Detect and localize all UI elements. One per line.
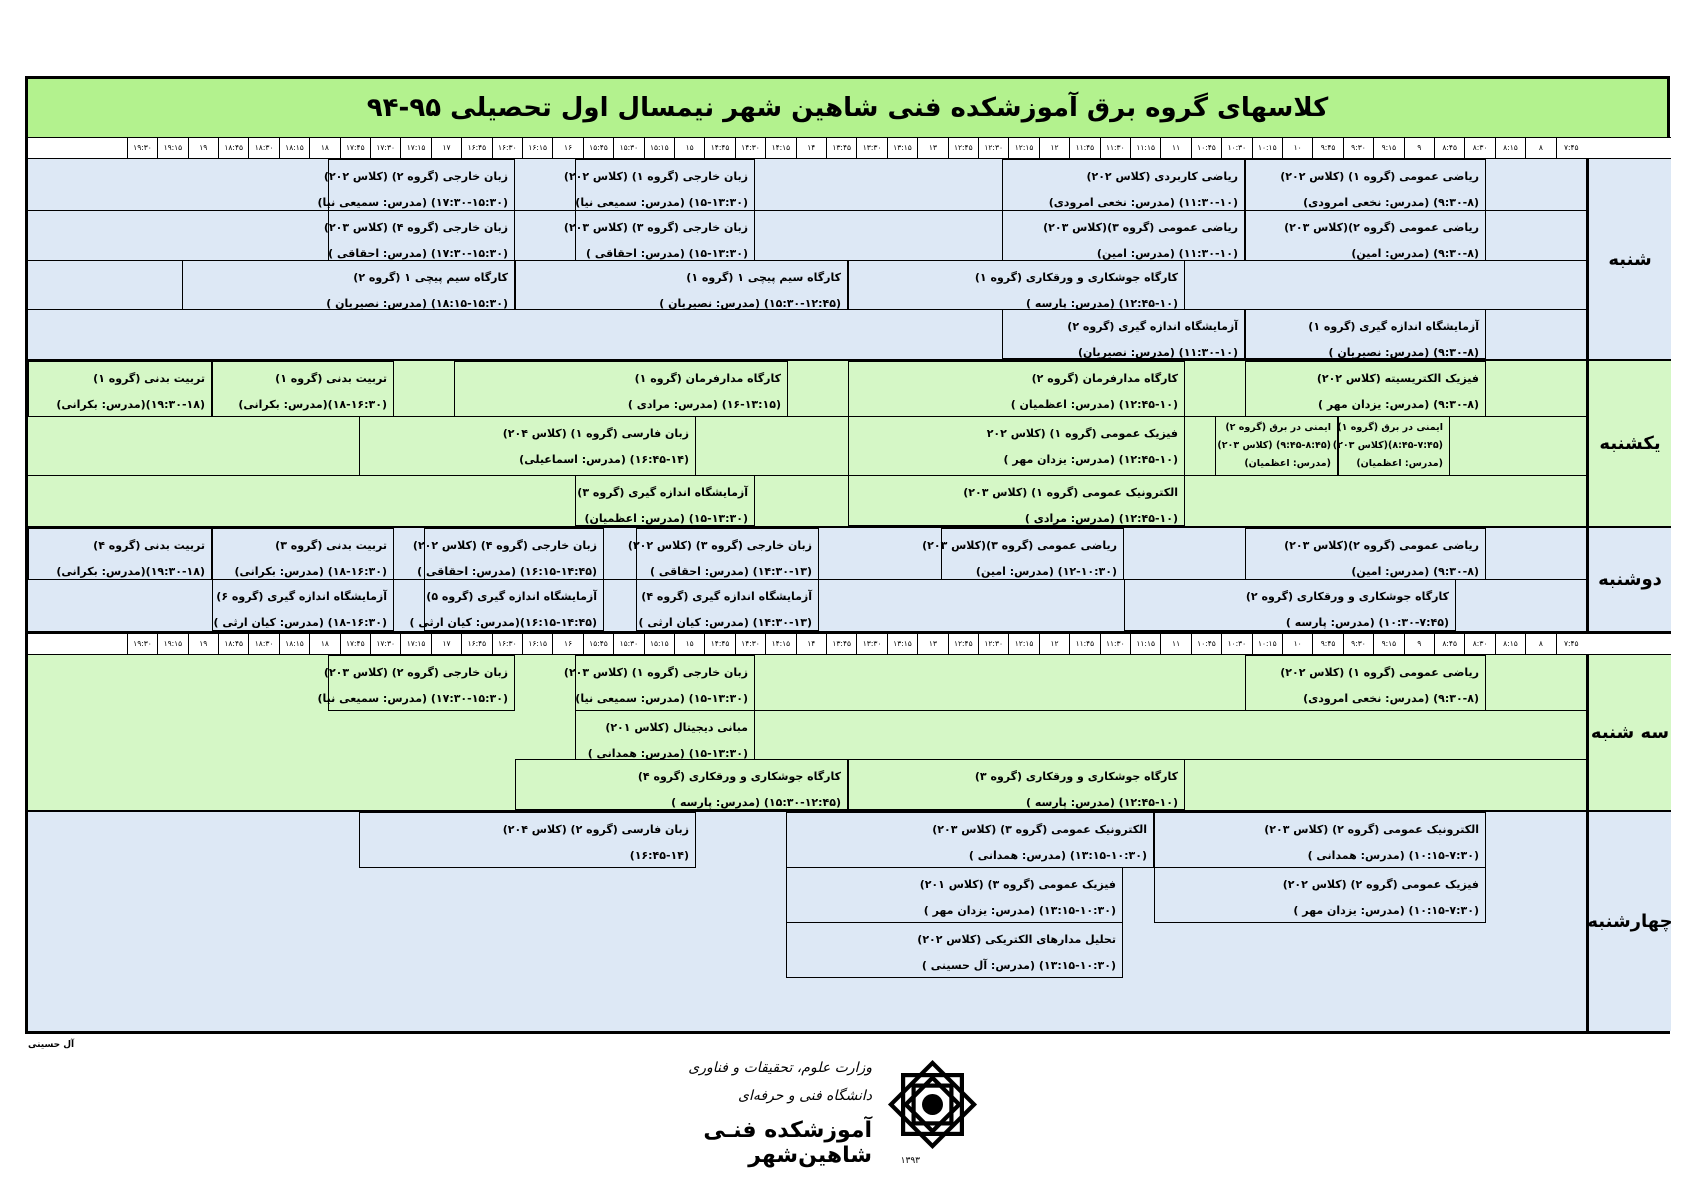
time-tick: ۱۲ — [1039, 138, 1069, 158]
class-entry[interactable]: ریاضی عمومی (گروه ۲)(کلاس ۲۰۳) (۹:۳۰-۸) (مدرس: امین) — [1245, 528, 1486, 580]
class-entry[interactable]: ریاضی عمومی (گروه ۳)(کلاس ۲۰۳) (۱۱:۳۰-۱۰) (مدرس: امین) — [1002, 210, 1245, 261]
time-tick: ۱۷:۴۵ — [340, 634, 370, 654]
class-entry[interactable]: کارگاه سیم پیچی ۱ (گروه ۱) (۱۵:۳۰-۱۲:۴۵) (مدرس: نصیریان ) — [515, 260, 848, 310]
time-tick: ۱۳:۴۵ — [826, 634, 856, 654]
time-tick: ۱۵:۳۰ — [613, 138, 643, 158]
class-entry[interactable]: کارگاه جوشکاری و ورقکاری (گروه ۴) (۱۵:۳۰-۱۲:۴۵) (مدرس: پارسه ) — [515, 759, 848, 810]
class-entry[interactable]: زبان خارجی (گروه ۴) (کلاس ۲۰۲) (۱۶:۱۵-۱۴:۴۵) (مدرس: احقاقی ) — [424, 528, 604, 580]
class-entry[interactable]: زبان خارجی (گروه ۲) (کلاس ۲۰۳) (۱۷:۳۰-۱۵:۳۰) (مدرس: سمیعی نیا) — [328, 655, 515, 711]
class-entry[interactable]: ریاضی عمومی (گروه ۳)(کلاس ۲۰۳) (۱۲-۱۰:۳۰) (مدرس: امین) — [941, 528, 1124, 580]
time-tick: ۱۸:۴۵ — [218, 138, 248, 158]
class-entry[interactable]: کارگاه مدارفرمان (گروه ۲) (۱۲:۴۵-۱۰) (مدرس: اعظمیان ) — [848, 361, 1185, 417]
time-tick: ۱۴:۳۰ — [735, 138, 765, 158]
class-entry[interactable]: فیزیک عمومی (گروه ۲) (کلاس ۲۰۲) (۱۰:۱۵-۷:۳۰) (مدرس: یزدان مهر ) — [1154, 867, 1486, 923]
time-tick: ۱۱:۴۵ — [1069, 138, 1099, 158]
time-tick: ۱۰:۳۰ — [1221, 138, 1251, 158]
class-entry[interactable]: کارگاه جوشکاری و ورقکاری (گروه ۲) (۱۰:۳۰-۷:۴۵) (مدرس: پارسه ) — [1124, 579, 1456, 631]
time-tick: ۱۵:۳۰ — [613, 634, 643, 654]
time-tick: ۱۴:۴۵ — [704, 138, 734, 158]
time-tick: ۱۶ — [552, 634, 582, 654]
class-entry[interactable]: آزمایشگاه اندازه گیری (گروه ۱) (۹:۳۰-۸) (مدرس: نصیریان ) — [1245, 309, 1486, 359]
time-tick: ۸:۱۵ — [1495, 634, 1525, 654]
time-tick: ۱۲:۳۰ — [978, 138, 1008, 158]
class-entry[interactable]: الکترونیک عمومی (گروه ۲) (کلاس ۲۰۳) (۱۰:۱۵-۷:۳۰) (مدرس: همدانی ) — [1154, 812, 1486, 868]
class-entry[interactable]: تربیت بدنی (گروه ۴) (۱۹:۳۰-۱۸)(مدرس: بکرانی) — [28, 528, 212, 580]
class-entry[interactable]: ایمنی در برق (گروه ۲) (۹:۴۵-۸:۴۵) (کلاس ۲۰۳) (مدرس: اعظمیان) — [1215, 416, 1338, 476]
time-tick: ۱۰:۴۵ — [1191, 138, 1221, 158]
time-tick: ۹:۱۵ — [1373, 138, 1403, 158]
class-entry[interactable]: تحلیل مدارهای الکتریکی (کلاس ۲۰۲) (۱۳:۱۵-۱۰:۳۰) (مدرس: آل حسینی ) — [786, 922, 1123, 978]
class-entry[interactable]: زبان خارجی (گروه ۴) (کلاس ۲۰۳) (۱۷:۳۰-۱۵:۳۰) (مدرس: احقاقی ) — [328, 210, 515, 261]
time-tick: ۱۸ — [309, 634, 339, 654]
time-tick: ۱۵:۴۵ — [583, 138, 613, 158]
time-tick: ۱۲ — [1039, 634, 1069, 654]
class-entry[interactable]: تربیت بدنی (گروه ۳) (۱۸-۱۶:۳۰) (مدرس: بکرانی) — [212, 528, 394, 580]
time-tick: ۱۸:۳۰ — [248, 138, 278, 158]
time-tick: ۱۷:۴۵ — [340, 138, 370, 158]
author-note: آل حسینی — [28, 1040, 75, 1050]
time-tick: ۱۴:۱۵ — [765, 634, 795, 654]
schedule-table — [25, 76, 1673, 1034]
class-entry[interactable]: فیزیک عمومی (گروه ۱) (کلاس ۲۰۲ (۱۲:۴۵-۱۰) (مدرس: یزدان مهر ) — [848, 416, 1185, 476]
established-year: ۱۳۹۳ — [900, 1156, 920, 1166]
footer — [660, 1052, 990, 1172]
class-entry[interactable]: زبان فارسی (گروه ۲) (کلاس ۲۰۴) (۱۶:۴۵-۱۴) — [359, 812, 696, 868]
class-entry[interactable]: ریاضی کاربردی (کلاس ۲۰۲) (۱۱:۳۰-۱۰) (مدرس: نخعی امرودی) — [1002, 159, 1245, 211]
class-entry[interactable]: ریاضی عمومی (گروه ۱) (کلاس ۲۰۲) (۹:۳۰-۸) (مدرس: نخعی امرودی) — [1245, 655, 1486, 711]
class-entry[interactable]: ریاضی عمومی (گروه ۱) (کلاس ۲۰۲) (۹:۳۰-۸) (مدرس: نخعی امرودی) — [1245, 159, 1486, 211]
class-entry[interactable]: کارگاه مدارفرمان (گروه ۱) (۱۶-۱۳:۱۵) (مدرس: مرادی ) — [454, 361, 788, 417]
time-tick: ۱۰:۱۵ — [1252, 634, 1282, 654]
time-tick: ۱۶:۳۰ — [492, 634, 522, 654]
time-tick: ۱۱:۳۰ — [1100, 138, 1130, 158]
time-tick: ۱۴:۴۵ — [704, 634, 734, 654]
time-tick: ۱۲:۳۰ — [978, 634, 1008, 654]
time-tick: ۷:۴۵ — [1556, 138, 1586, 158]
time-tick: ۱۵ — [674, 634, 704, 654]
class-entry[interactable]: زبان خارجی (گروه ۳) (کلاس ۲۰۲) (۱۴:۳۰-۱۳) (مدرس: احقاقی ) — [636, 528, 819, 580]
time-tick: ۱۶:۳۰ — [492, 138, 522, 158]
class-entry[interactable]: زبان خارجی (گروه ۲) (کلاس ۲۰۲) (۱۷:۳۰-۱۵:۳۰) (مدرس: سمیعی نیا) — [328, 159, 515, 211]
day-name: سه شنبه — [1586, 655, 1671, 810]
ministry-name: وزارت علوم، تحقیقات و فناوری — [688, 1060, 872, 1076]
time-tick: ۱۹:۱۵ — [157, 138, 187, 158]
time-tick: ۸ — [1525, 634, 1555, 654]
time-tick: ۸ — [1525, 138, 1555, 158]
time-tick: ۱۳ — [917, 634, 947, 654]
day-block-saturday — [28, 159, 1671, 361]
class-entry[interactable]: آزمایشگاه اندازه گیری (گروه ۳) (۱۵-۱۳:۳۰) (مدرس: اعظمیان) — [575, 475, 755, 526]
time-tick: ۱۰ — [1282, 138, 1312, 158]
time-tick: ۹:۳۰ — [1343, 138, 1373, 158]
time-tick: ۱۹:۱۵ — [157, 634, 187, 654]
time-tick: ۱۵:۱۵ — [644, 138, 674, 158]
time-tick: ۱۰:۴۵ — [1191, 634, 1221, 654]
class-entry[interactable]: زبان خارجی (گروه ۱) (کلاس ۲۰۳) (۱۵-۱۳:۳۰) (مدرس: سمیعی نیا) — [575, 655, 755, 711]
time-tick: ۱۱ — [1160, 634, 1190, 654]
time-tick: ۱۱:۱۵ — [1130, 634, 1160, 654]
class-entry[interactable]: کارگاه جوشکاری و ورقکاری (گروه ۱) (۱۲:۴۵-۱۰) (مدرس: پارسه ) — [848, 260, 1185, 310]
time-tick: ۱۷ — [431, 138, 461, 158]
time-header — [28, 137, 1671, 160]
time-tick: ۱۴:۳۰ — [735, 634, 765, 654]
time-tick: ۱۸:۳۰ — [248, 634, 278, 654]
class-entry[interactable]: الکترونیک عمومی (گروه ۱) (کلاس ۲۰۳) (۱۲:۴۵-۱۰) (مدرس: مرادی ) — [848, 475, 1185, 526]
class-entry[interactable]: الکترونیک عمومی (گروه ۳) (کلاس ۲۰۳) (۱۳:۱۵-۱۰:۳۰) (مدرس: همدانی ) — [786, 812, 1154, 868]
time-tick: ۹:۱۵ — [1373, 634, 1403, 654]
time-tick: ۱۳:۳۰ — [856, 138, 886, 158]
time-tick: ۹:۴۵ — [1312, 138, 1342, 158]
school-logo-icon — [880, 1052, 985, 1157]
day-name: یکشنبه — [1586, 361, 1671, 526]
time-tick: ۱۶:۴۵ — [461, 138, 491, 158]
day-name: شنبه — [1586, 159, 1671, 359]
time-tick: ۱۲:۴۵ — [948, 138, 978, 158]
time-tick: ۱۱ — [1160, 138, 1190, 158]
time-tick: ۱۶:۱۵ — [522, 138, 552, 158]
class-entry[interactable]: آزمایشگاه اندازه گیری (گروه ۶) (۱۸-۱۶:۳۰) (مدرس: کیان ارثی ) — [212, 579, 394, 631]
time-tick: ۱۹:۳۰ — [127, 634, 157, 654]
time-tick: ۸:۱۵ — [1495, 138, 1525, 158]
time-tick: ۱۴:۱۵ — [765, 138, 795, 158]
time-tick: ۱۰:۳۰ — [1221, 634, 1251, 654]
class-entry[interactable]: تربیت بدنی (گروه ۱) (۱۹:۳۰-۱۸)(مدرس: بکرانی) — [28, 361, 212, 417]
class-entry[interactable]: زبان خارجی (گروه ۳) (کلاس ۲۰۳) (۱۵-۱۳:۳۰) (مدرس: احقاقی ) — [575, 210, 755, 261]
time-tick: ۱۹ — [188, 634, 218, 654]
time-tick: ۹ — [1404, 138, 1434, 158]
time-tick: ۱۹:۳۰ — [127, 138, 157, 158]
day-block-monday — [28, 528, 1671, 633]
time-tick: ۸:۳۰ — [1464, 138, 1494, 158]
time-tick: ۱۸:۴۵ — [218, 634, 248, 654]
time-tick: ۹ — [1404, 634, 1434, 654]
time-tick: ۱۵:۴۵ — [583, 634, 613, 654]
class-entry[interactable]: ریاضی عمومی (گروه ۲)(کلاس ۲۰۳) (۹:۳۰-۸) (مدرس: امین) — [1245, 210, 1486, 261]
time-tick: ۱۸:۱۵ — [279, 138, 309, 158]
time-tick: ۱۱:۱۵ — [1130, 138, 1160, 158]
class-entry[interactable]: فیزیک عمومی (گروه ۳) (کلاس ۲۰۱) (۱۳:۱۵-۱۰:۳۰) (مدرس: یزدان مهر ) — [786, 867, 1123, 923]
time-tick: ۱۷:۳۰ — [370, 138, 400, 158]
time-tick: ۱۲:۱۵ — [1008, 634, 1038, 654]
time-tick: ۸:۴۵ — [1434, 634, 1464, 654]
class-entry[interactable]: ایمنی در برق (گروه ۱) (۸:۴۵-۷:۴۵)(کلاس ۲۰۳) (مدرس: اعظمیان) — [1338, 416, 1450, 476]
class-entry[interactable]: کارگاه جوشکاری و ورقکاری (گروه ۳) (۱۲:۴۵-۱۰) (مدرس: پارسه ) — [848, 759, 1185, 810]
time-tick: ۱۳:۱۵ — [887, 138, 917, 158]
time-tick: ۱۷ — [431, 634, 461, 654]
day-block-tuesday — [28, 655, 1671, 812]
day-name: دوشنبه — [1586, 528, 1671, 631]
time-tick: ۱۱:۳۰ — [1100, 634, 1130, 654]
time-tick: ۱۶:۱۵ — [522, 634, 552, 654]
schedule-title: کلاسهای گروه برق آموزشکده فنی شاهین شهر نیمسال اول تحصیلی ۹۵-۹۴ — [28, 79, 1667, 139]
time-tick: ۱۷:۱۵ — [400, 138, 430, 158]
time-tick: ۱۰ — [1282, 634, 1312, 654]
day-block-sunday — [28, 361, 1671, 528]
class-entry[interactable]: کارگاه سیم پیچی ۱ (گروه ۲) (۱۸:۱۵-۱۵:۳۰) (مدرس: نصیریان ) — [182, 260, 515, 310]
time-tick: ۱۵ — [674, 138, 704, 158]
class-entry[interactable]: مبانی دیجیتال (کلاس ۲۰۱) (۱۵-۱۳:۳۰) (مدرس: همدانی ) — [575, 710, 755, 760]
time-tick: ۸:۴۵ — [1434, 138, 1464, 158]
class-entry[interactable]: تربیت بدنی (گروه ۱) (۱۸-۱۶:۳۰)(مدرس: بکرانی) — [212, 361, 394, 417]
school-name: آموزشکده فنـی شاهین‌شهر — [703, 1118, 872, 1168]
time-tick: ۱۴ — [796, 138, 826, 158]
time-header — [28, 633, 1671, 656]
time-tick: ۱۵:۱۵ — [644, 634, 674, 654]
time-tick: ۱۹ — [188, 138, 218, 158]
time-tick: ۱۷:۳۰ — [370, 634, 400, 654]
time-tick: ۱۳:۱۵ — [887, 634, 917, 654]
time-tick: ۷:۴۵ — [1556, 634, 1586, 654]
time-tick: ۱۸ — [309, 138, 339, 158]
class-entry[interactable]: زبان فارسی (گروه ۱) (کلاس ۲۰۴) (۱۶:۴۵-۱۴) (مدرس: اسماعیلی) — [359, 416, 696, 476]
day-name: چهارشنبه — [1586, 812, 1671, 1031]
time-tick: ۹:۴۵ — [1312, 634, 1342, 654]
time-tick: ۱۸:۱۵ — [279, 634, 309, 654]
class-entry[interactable]: آزمایشگاه اندازه گیری (گروه ۴) (۱۴:۳۰-۱۳) (مدرس: کیان ارثی ) — [636, 579, 819, 631]
university-name: دانشگاه فنی و حرفه‌ای — [738, 1088, 872, 1104]
class-entry[interactable]: آزمایشگاه اندازه گیری (گروه ۲) (۱۱:۳۰-۱۰) (مدرس: نصیریان) — [1002, 309, 1245, 359]
time-tick: ۱۱:۴۵ — [1069, 634, 1099, 654]
time-tick: ۱۳ — [917, 138, 947, 158]
time-tick: ۱۴ — [796, 634, 826, 654]
time-tick: ۹:۳۰ — [1343, 634, 1373, 654]
time-tick: ۸:۳۰ — [1464, 634, 1494, 654]
class-entry[interactable]: فیزیک الکتریسیته (کلاس ۲۰۲) (۹:۳۰-۸) (مدرس: یزدان مهر ) — [1245, 361, 1486, 417]
time-tick: ۱۶ — [552, 138, 582, 158]
class-entry[interactable]: آزمایشگاه اندازه گیری (گروه ۵) (۱۶:۱۵-۱۴:۴۵)(مدرس: کیان ارثی ) — [424, 579, 604, 631]
time-tick: ۱۷:۱۵ — [400, 634, 430, 654]
time-tick: ۱۲:۱۵ — [1008, 138, 1038, 158]
time-tick: ۱۶:۴۵ — [461, 634, 491, 654]
time-tick: ۱۳:۳۰ — [856, 634, 886, 654]
time-tick: ۱۰:۱۵ — [1252, 138, 1282, 158]
time-tick: ۱۲:۴۵ — [948, 634, 978, 654]
class-entry[interactable]: زبان خارجی (گروه ۱) (کلاس ۲۰۲) (۱۵-۱۳:۳۰) (مدرس: سمیعی نیا) — [575, 159, 755, 211]
time-tick: ۱۳:۴۵ — [826, 138, 856, 158]
day-block-wednesday — [28, 812, 1671, 1031]
